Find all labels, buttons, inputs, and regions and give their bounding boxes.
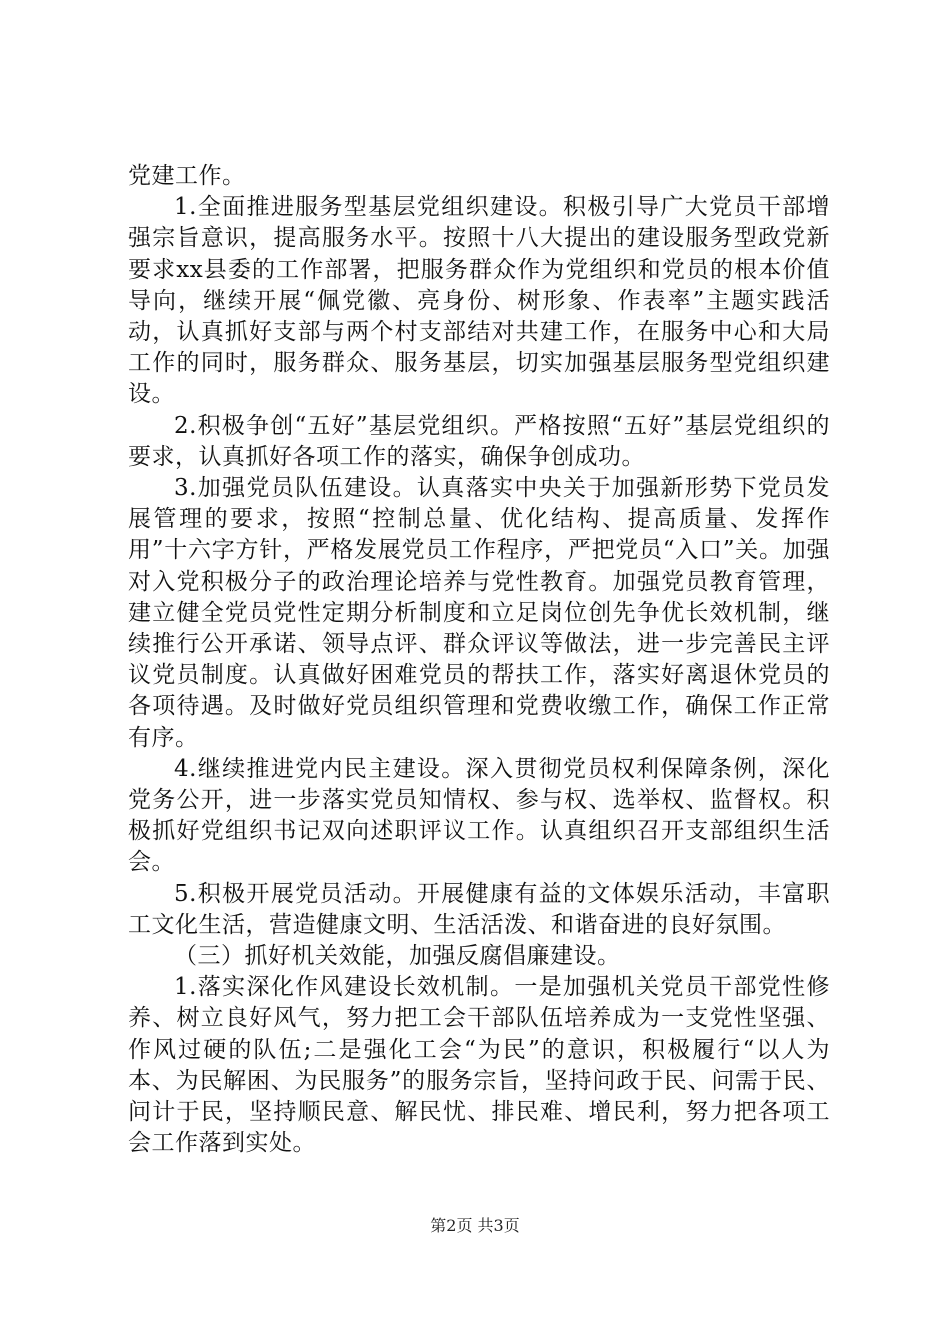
paragraph-item-4: 4.继续推进党内民主建设。深入贯彻党员权利保障条例，深化党务公开，进一步落实党员知情权、参与权、选举权、监督权。积极抓好党组织书记双向述职评议工作。认真组织召开支部组织生活会。 bbox=[128, 755, 830, 876]
paragraph-item-1: 1.全面推进服务型基层党组织建设。积极引导广大党员干部增强宗旨意识，提高服务水平。按照十八大提出的建设服务型政党新要求xx县委的工作部署，把服务群众作为党组织和党员的根本价值导向，继续开展“佩党徽、亮身份、树形象、作表率”主题实践活动，认真抓好支部与两个村支部结对共建工作，在服务中心和大局工作的同时，服务群众、服务基层，切实加强基层服务型党组织建设。 bbox=[128, 194, 830, 408]
page-footer: 第2页 共3页 bbox=[430, 1216, 520, 1235]
section-heading-3: （三）抓好机关效能，加强反腐倡廉建设。 bbox=[174, 943, 621, 970]
document-body bbox=[128, 161, 830, 1160]
paragraph-item-5: 5.积极开展党员活动。开展健康有益的文体娱乐活动，丰富职工文化生活，营造健康文明、生活活泼、和谐奋进的良好氛围。 bbox=[128, 880, 830, 938]
paragraph-section3-item-1: 1.落实深化作风建设长效机制。一是加强机关党员干部党性修养、树立良好风气，努力把工会干部队伍培养成为一支党性坚强、作风过硬的队伍;二是强化工会“为民”的意识，积极履行“以人为本、为民解困、为民服务”的服务宗旨，坚持问政于民、问需于民、问计于民，坚持顺民意、解民忧、排民难、增民利，努力把各项工会工作落到实处。 bbox=[128, 974, 830, 1157]
paragraph-continuation: 党建工作。 bbox=[128, 163, 246, 189]
paragraph-item-2: 2.积极争创“五好”基层党组织。严格按照“五好”基层党组织的要求，认真抓好各项工作的落实，确保争创成功。 bbox=[128, 412, 830, 470]
paragraph-item-3: 3.加强党员队伍建设。认真落实中央关于加强新形势下党员发展管理的要求，按照“控制总量、优化结构、提高质量、发挥作用”十六字方针，严格发展党员工作程序，严把党员“入口”关。加强对入党积极分子的政治理论培养与党性教育。加强党员教育管理，建立健全党员党性定期分析制度和立足岗位创先争优长效机制，继续推行公开承诺、领导点评、群众评议等做法，进一步完善民主评议党员制度。认真做好困难党员的帮扶工作，落实好离退休党员的各项待遇。及时做好党员组织管理和党费收缴工作，确保工作正常有序。 bbox=[128, 475, 830, 751]
